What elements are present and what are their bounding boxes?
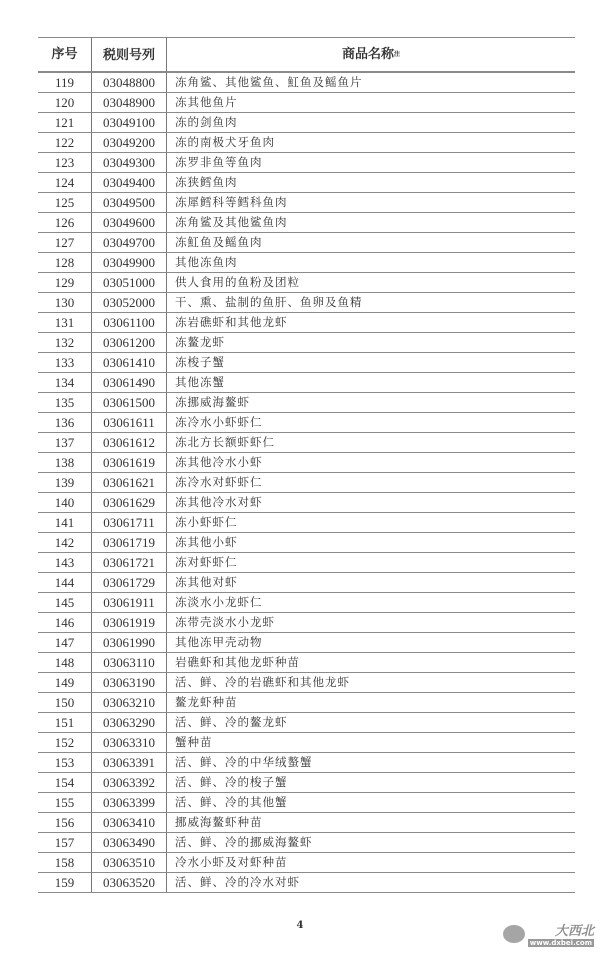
cell-code: 03063510 [92,853,167,873]
cell-seq: 147 [38,633,92,653]
cell-seq: 133 [38,353,92,373]
cell-name: 冻梭子蟹 [167,353,576,373]
cell-seq: 126 [38,213,92,233]
cell-code: 03061490 [92,373,167,393]
cell-code: 03049900 [92,253,167,273]
cell-code: 03049500 [92,193,167,213]
cell-seq: 125 [38,193,92,213]
table-row [38,873,575,893]
table-row [38,273,575,293]
cell-name: 冻岩礁虾和其他龙虾 [167,313,576,333]
cell-seq: 136 [38,413,92,433]
cell-seq: 154 [38,773,92,793]
table-row [38,673,575,693]
table-row [38,653,575,673]
cell-code: 03061629 [92,493,167,513]
table-row [38,213,575,233]
cell-seq: 131 [38,313,92,333]
cell-code: 03063310 [92,733,167,753]
cell-name: 活、鲜、冷的冷水对虾 [167,873,576,893]
table-row [38,93,575,113]
cell-seq: 137 [38,433,92,453]
cell-code: 03049300 [92,153,167,173]
cell-name: 岩礁虾和其他龙虾种苗 [167,653,576,673]
cell-name: 冻鳌龙虾 [167,333,576,353]
cell-code: 03052000 [92,293,167,313]
table-row [38,453,575,473]
cell-seq: 146 [38,613,92,633]
table-row [38,813,575,833]
cell-name: 冻淡水小龙虾仁 [167,593,576,613]
cell-name: 其他冻鱼肉 [167,253,576,273]
table-row [38,193,575,213]
table-row [38,333,575,353]
cell-seq: 122 [38,133,92,153]
cell-code: 03049200 [92,133,167,153]
cell-code: 03049700 [92,233,167,253]
cell-name: 活、鲜、冷的岩礁虾和其他龙虾 [167,673,576,693]
cell-name: 冻其他鱼片 [167,93,576,113]
cell-name: 冻角鲨及其他鲨鱼肉 [167,213,576,233]
table-row [38,353,575,373]
table-row [38,693,575,713]
cell-name: 冻冷水小虾虾仁 [167,413,576,433]
cell-seq: 135 [38,393,92,413]
table-row [38,113,575,133]
cell-code: 03061500 [92,393,167,413]
table-row [38,72,575,93]
table-row [38,853,575,873]
cell-code: 03048800 [92,72,167,93]
cell-name: 冻带壳淡水小龙虾 [167,613,576,633]
cell-code: 03061911 [92,593,167,613]
table-row [38,833,575,853]
cell-code: 03061619 [92,453,167,473]
cell-code: 03061719 [92,533,167,553]
cell-name: 冻对虾虾仁 [167,553,576,573]
table-row [38,393,575,413]
table-row [38,173,575,193]
cell-code: 03061721 [92,553,167,573]
cell-seq: 132 [38,333,92,353]
cell-name: 活、鲜、冷的鳌龙虾 [167,713,576,733]
cell-code: 03063410 [92,813,167,833]
cell-name: 冻狭鳕鱼肉 [167,173,576,193]
cell-code: 03063190 [92,673,167,693]
table-row [38,133,575,153]
cell-code: 03061919 [92,613,167,633]
cell-name: 冻的南极犬牙鱼肉 [167,133,576,153]
cell-seq: 142 [38,533,92,553]
cell-seq: 138 [38,453,92,473]
cell-name: 冻犀鳕科等鳕科鱼肉 [167,193,576,213]
cell-name: 活、鲜、冷的其他蟹 [167,793,576,813]
cell-seq: 144 [38,573,92,593]
cell-name: 活、鲜、冷的梭子蟹 [167,773,576,793]
cell-seq: 134 [38,373,92,393]
table-row [38,713,575,733]
page-number: 4 [296,920,304,931]
cell-seq: 139 [38,473,92,493]
cell-name: 冷水小虾及对虾种苗 [167,853,576,873]
cell-name: 活、鲜、冷的挪威海鳌虾 [167,833,576,853]
cell-code: 03063520 [92,873,167,893]
cell-seq: 148 [38,653,92,673]
cell-seq: 152 [38,733,92,753]
cell-code: 03061200 [92,333,167,353]
table-row [38,233,575,253]
cell-seq: 128 [38,253,92,273]
cell-seq: 124 [38,173,92,193]
cell-seq: 120 [38,93,92,113]
cell-seq: 159 [38,873,92,893]
cell-code: 03063490 [92,833,167,853]
table-row [38,293,575,313]
cell-code: 03048900 [92,93,167,113]
table-row [38,553,575,573]
cell-seq: 150 [38,693,92,713]
watermark-logo-text: 大西北 [554,924,594,939]
elephant-logo-icon [503,925,525,943]
cell-seq: 156 [38,813,92,833]
tariff-table [38,37,575,893]
cell-code: 03061612 [92,433,167,453]
table-row [38,593,575,613]
cell-seq: 158 [38,853,92,873]
cell-name: 冻挪威海鳌虾 [167,393,576,413]
cell-name: 挪威海鳌虾种苗 [167,813,576,833]
cell-name: 供人食用的鱼粉及团粒 [167,273,576,293]
cell-code: 03061990 [92,633,167,653]
cell-code: 03049600 [92,213,167,233]
cell-code: 03061611 [92,413,167,433]
watermark-logo [503,920,594,947]
cell-code: 03063399 [92,793,167,813]
cell-seq: 153 [38,753,92,773]
cell-code: 03061621 [92,473,167,493]
table-header-row [38,38,575,73]
cell-code: 03049400 [92,173,167,193]
cell-name: 冻北方长额虾虾仁 [167,433,576,453]
table-row [38,753,575,773]
cell-name: 蟹种苗 [167,733,576,753]
cell-code: 03063110 [92,653,167,673]
cell-code: 03061410 [92,353,167,373]
header-seq: 序号 [38,38,92,73]
table-row [38,613,575,633]
cell-name: 冻其他小虾 [167,533,576,553]
header-name [167,38,576,73]
table-row [38,313,575,333]
cell-seq: 149 [38,673,92,693]
cell-seq: 127 [38,233,92,253]
cell-code: 03063210 [92,693,167,713]
cell-code: 03061100 [92,313,167,333]
table-row [38,373,575,393]
header-code: 税则号列 [92,38,167,73]
table-row [38,573,575,593]
cell-name: 冻魟鱼及鳐鱼肉 [167,233,576,253]
table-row [38,733,575,753]
cell-name: 其他冻蟹 [167,373,576,393]
header-name-label: 商品名称 [341,47,394,62]
table-row [38,533,575,553]
cell-seq: 145 [38,593,92,613]
cell-name: 冻角鲨、其他鲨鱼、魟鱼及鳐鱼片 [167,72,576,93]
cell-code: 03063391 [92,753,167,773]
cell-code: 03051000 [92,273,167,293]
cell-seq: 140 [38,493,92,513]
cell-code: 03061729 [92,573,167,593]
cell-code: 03063290 [92,713,167,733]
cell-code: 03049100 [92,113,167,133]
cell-seq: 157 [38,833,92,853]
cell-seq: 141 [38,513,92,533]
table-row [38,513,575,533]
table-row [38,473,575,493]
cell-name: 冻其他冷水对虾 [167,493,576,513]
table-row [38,793,575,813]
table-row [38,253,575,273]
table-row [38,773,575,793]
cell-code: 03061711 [92,513,167,533]
cell-name: 冻罗非鱼等鱼肉 [167,153,576,173]
cell-seq: 129 [38,273,92,293]
cell-seq: 123 [38,153,92,173]
cell-name: 鳌龙虾种苗 [167,693,576,713]
cell-code: 03063392 [92,773,167,793]
table-row [38,493,575,513]
cell-name: 冻冷水对虾虾仁 [167,473,576,493]
cell-name: 冻的剑鱼肉 [167,113,576,133]
table-row [38,153,575,173]
table-row [38,433,575,453]
cell-seq: 130 [38,293,92,313]
cell-name: 冻小虾虾仁 [167,513,576,533]
cell-name: 冻其他对虾 [167,573,576,593]
cell-seq: 143 [38,553,92,573]
cell-seq: 151 [38,713,92,733]
header-note: 注 [394,51,401,58]
watermark-url: www.dxbei.com [529,939,592,947]
cell-seq: 119 [38,72,92,93]
table-row [38,413,575,433]
cell-name: 活、鲜、冷的中华绒螯蟹 [167,753,576,773]
cell-seq: 121 [38,113,92,133]
cell-name: 干、熏、盐制的鱼肝、鱼卵及鱼精 [167,293,576,313]
cell-name: 冻其他冷水小虾 [167,453,576,473]
table-row [38,633,575,653]
cell-seq: 155 [38,793,92,813]
cell-name: 其他冻甲壳动物 [167,633,576,653]
